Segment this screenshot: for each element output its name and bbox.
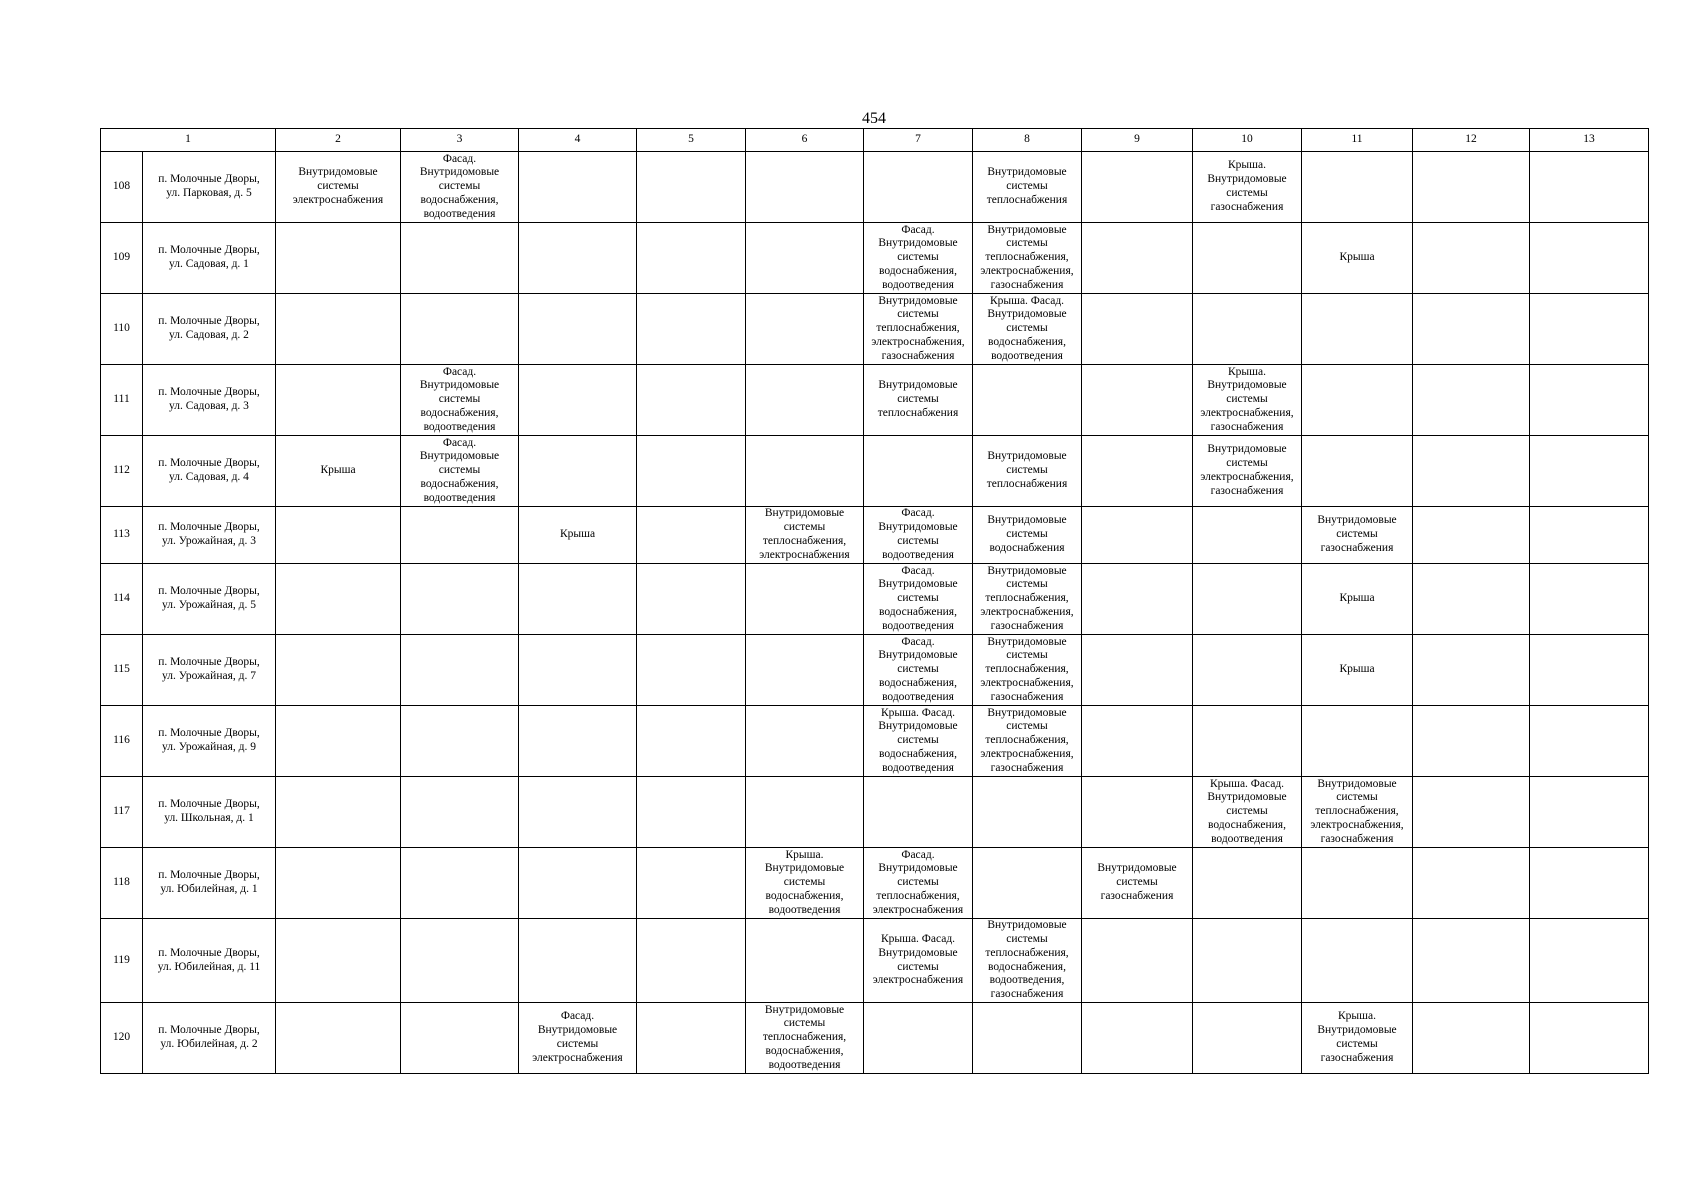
address-cell: п. Молочные Дворы, ул. Садовая, д. 3 bbox=[143, 365, 276, 436]
work-cell-col-12 bbox=[1413, 848, 1530, 919]
work-cell-col-12 bbox=[1413, 223, 1530, 294]
work-cell-col-3 bbox=[401, 919, 519, 1003]
work-cell-col-2 bbox=[276, 507, 401, 564]
work-cell-col-5 bbox=[637, 919, 746, 1003]
column-header-13: 13 bbox=[1530, 129, 1649, 152]
work-cell-col-11: Крыша. Внутридомовые системы газоснабжения bbox=[1302, 1003, 1413, 1074]
work-cell-col-3 bbox=[401, 706, 519, 777]
work-cell-col-11: Крыша bbox=[1302, 564, 1413, 635]
work-cell-col-8: Внутридомовые системы теплоснабжения, водоснабжения, водоотведения, газоснабжения bbox=[973, 919, 1082, 1003]
work-cell-col-5 bbox=[637, 223, 746, 294]
work-cell-col-8: Внутридомовые системы теплоснабжения, электроснабжения, газоснабжения bbox=[973, 635, 1082, 706]
work-cell-col-5 bbox=[637, 294, 746, 365]
address-cell: п. Молочные Дворы, ул. Урожайная, д. 5 bbox=[143, 564, 276, 635]
work-cell-col-6 bbox=[746, 223, 864, 294]
work-cell-col-10: Крыша. Внутридомовые системы электроснабжения, газоснабжения bbox=[1193, 365, 1302, 436]
work-cell-col-2 bbox=[276, 294, 401, 365]
work-cell-col-6 bbox=[746, 919, 864, 1003]
work-cell-col-9 bbox=[1082, 777, 1193, 848]
address-cell: п. Молочные Дворы, ул. Урожайная, д. 7 bbox=[143, 635, 276, 706]
work-cell-col-2 bbox=[276, 1003, 401, 1074]
work-cell-col-9 bbox=[1082, 564, 1193, 635]
work-cell-col-9 bbox=[1082, 635, 1193, 706]
work-cell-col-6 bbox=[746, 564, 864, 635]
work-cell-col-6: Внутридомовые системы теплоснабжения, электроснабжения bbox=[746, 507, 864, 564]
header-row bbox=[101, 129, 1649, 152]
work-cell-col-6 bbox=[746, 294, 864, 365]
address-cell: п. Молочные Дворы, ул. Юбилейная, д. 2 bbox=[143, 1003, 276, 1074]
column-header-2: 2 bbox=[276, 129, 401, 152]
work-cell-col-7: Фасад. Внутридомовые системы теплоснабжения, электроснабжения bbox=[864, 848, 973, 919]
address-cell: п. Молочные Дворы, ул. Парковая, д. 5 bbox=[143, 152, 276, 223]
work-cell-col-2 bbox=[276, 564, 401, 635]
work-cell-col-11 bbox=[1302, 436, 1413, 507]
work-cell-col-6 bbox=[746, 635, 864, 706]
work-cell-col-6 bbox=[746, 706, 864, 777]
row-number: 118 bbox=[101, 848, 143, 919]
work-cell-col-13 bbox=[1530, 223, 1649, 294]
work-cell-col-2: Внутридомовые системы электроснабжения bbox=[276, 152, 401, 223]
address-cell: п. Молочные Дворы, ул. Садовая, д. 2 bbox=[143, 294, 276, 365]
work-cell-col-13 bbox=[1530, 507, 1649, 564]
work-cell-col-9 bbox=[1082, 436, 1193, 507]
work-cell-col-13 bbox=[1530, 436, 1649, 507]
work-cell-col-10: Крыша. Фасад. Внутридомовые системы водоснабжения, водоотведения bbox=[1193, 777, 1302, 848]
work-cell-col-8 bbox=[973, 848, 1082, 919]
work-cell-col-10 bbox=[1193, 706, 1302, 777]
work-cell-col-5 bbox=[637, 564, 746, 635]
table-row bbox=[101, 706, 1649, 777]
work-cell-col-13 bbox=[1530, 365, 1649, 436]
work-cell-col-3: Фасад. Внутридомовые системы водоснабжения, водоотведения bbox=[401, 365, 519, 436]
page-number: 454 bbox=[862, 110, 886, 127]
repair-schedule-table bbox=[100, 128, 1649, 1074]
work-cell-col-5 bbox=[637, 507, 746, 564]
column-header-8: 8 bbox=[973, 129, 1082, 152]
row-number: 120 bbox=[101, 1003, 143, 1074]
work-cell-col-4 bbox=[519, 706, 637, 777]
work-cell-col-7: Внутридомовые системы теплоснабжения bbox=[864, 365, 973, 436]
row-number: 116 bbox=[101, 706, 143, 777]
table-row bbox=[101, 436, 1649, 507]
column-header-7: 7 bbox=[864, 129, 973, 152]
work-cell-col-6: Крыша. Внутридомовые системы водоснабжения, водоотведения bbox=[746, 848, 864, 919]
work-cell-col-8 bbox=[973, 365, 1082, 436]
work-cell-col-7: Крыша. Фасад. Внутридомовые системы электроснабжения bbox=[864, 919, 973, 1003]
work-cell-col-10: Крыша. Внутридомовые системы газоснабжения bbox=[1193, 152, 1302, 223]
work-cell-col-10 bbox=[1193, 635, 1302, 706]
work-cell-col-12 bbox=[1413, 365, 1530, 436]
work-cell-col-13 bbox=[1530, 777, 1649, 848]
column-header-5: 5 bbox=[637, 129, 746, 152]
work-cell-col-13 bbox=[1530, 848, 1649, 919]
work-cell-col-2 bbox=[276, 635, 401, 706]
work-cell-col-6 bbox=[746, 152, 864, 223]
work-cell-col-11 bbox=[1302, 294, 1413, 365]
address-cell: п. Молочные Дворы, ул. Садовая, д. 1 bbox=[143, 223, 276, 294]
work-cell-col-12 bbox=[1413, 777, 1530, 848]
work-cell-col-4 bbox=[519, 635, 637, 706]
work-cell-col-12 bbox=[1413, 1003, 1530, 1074]
address-cell: п. Молочные Дворы, ул. Школьная, д. 1 bbox=[143, 777, 276, 848]
work-cell-col-4 bbox=[519, 152, 637, 223]
address-cell: п. Молочные Дворы, ул. Юбилейная, д. 11 bbox=[143, 919, 276, 1003]
work-cell-col-10 bbox=[1193, 564, 1302, 635]
work-cell-col-7 bbox=[864, 436, 973, 507]
work-cell-col-11: Внутридомовые системы газоснабжения bbox=[1302, 507, 1413, 564]
work-cell-col-2 bbox=[276, 848, 401, 919]
work-cell-col-4 bbox=[519, 848, 637, 919]
work-cell-col-13 bbox=[1530, 919, 1649, 1003]
work-cell-col-9 bbox=[1082, 507, 1193, 564]
work-cell-col-13 bbox=[1530, 564, 1649, 635]
address-cell: п. Молочные Дворы, ул. Садовая, д. 4 bbox=[143, 436, 276, 507]
work-cell-col-11: Крыша bbox=[1302, 223, 1413, 294]
work-cell-col-3 bbox=[401, 223, 519, 294]
work-cell-col-3 bbox=[401, 848, 519, 919]
work-cell-col-8: Внутридомовые системы теплоснабжения bbox=[973, 152, 1082, 223]
work-cell-col-4 bbox=[519, 919, 637, 1003]
work-cell-col-3 bbox=[401, 777, 519, 848]
work-cell-col-12 bbox=[1413, 635, 1530, 706]
column-header-11: 11 bbox=[1302, 129, 1413, 152]
work-cell-col-3 bbox=[401, 564, 519, 635]
work-cell-col-3 bbox=[401, 1003, 519, 1074]
work-cell-col-11 bbox=[1302, 706, 1413, 777]
column-header-6: 6 bbox=[746, 129, 864, 152]
work-cell-col-12 bbox=[1413, 564, 1530, 635]
address-cell: п. Молочные Дворы, ул. Урожайная, д. 9 bbox=[143, 706, 276, 777]
work-cell-col-9 bbox=[1082, 919, 1193, 1003]
work-cell-col-11 bbox=[1302, 848, 1413, 919]
work-cell-col-5 bbox=[637, 706, 746, 777]
work-cell-col-11: Внутридомовые системы теплоснабжения, электроснабжения, газоснабжения bbox=[1302, 777, 1413, 848]
row-number: 112 bbox=[101, 436, 143, 507]
work-cell-col-6 bbox=[746, 365, 864, 436]
work-cell-col-8: Крыша. Фасад. Внутридомовые системы водоснабжения, водоотведения bbox=[973, 294, 1082, 365]
row-number: 113 bbox=[101, 507, 143, 564]
work-cell-col-13 bbox=[1530, 152, 1649, 223]
work-cell-col-10 bbox=[1193, 848, 1302, 919]
work-cell-col-9 bbox=[1082, 706, 1193, 777]
column-header-10: 10 bbox=[1193, 129, 1302, 152]
work-cell-col-7: Внутридомовые системы теплоснабжения, электроснабжения, газоснабжения bbox=[864, 294, 973, 365]
column-header-4: 4 bbox=[519, 129, 637, 152]
work-cell-col-3 bbox=[401, 294, 519, 365]
column-header-9: 9 bbox=[1082, 129, 1193, 152]
work-cell-col-7: Фасад. Внутридомовые системы водоснабжения, водоотведения bbox=[864, 564, 973, 635]
work-cell-col-8: Внутридомовые системы водоснабжения bbox=[973, 507, 1082, 564]
work-cell-col-9 bbox=[1082, 152, 1193, 223]
work-cell-col-6: Внутридомовые системы теплоснабжения, водоснабжения, водоотведения bbox=[746, 1003, 864, 1074]
work-cell-col-5 bbox=[637, 365, 746, 436]
row-number: 119 bbox=[101, 919, 143, 1003]
work-cell-col-5 bbox=[637, 152, 746, 223]
row-number: 111 bbox=[101, 365, 143, 436]
work-cell-col-10 bbox=[1193, 1003, 1302, 1074]
work-cell-col-12 bbox=[1413, 436, 1530, 507]
work-cell-col-6 bbox=[746, 777, 864, 848]
table-row bbox=[101, 564, 1649, 635]
table-row bbox=[101, 777, 1649, 848]
work-cell-col-8: Внутридомовые системы теплоснабжения, электроснабжения, газоснабжения bbox=[973, 564, 1082, 635]
work-cell-col-12 bbox=[1413, 706, 1530, 777]
work-cell-col-7 bbox=[864, 152, 973, 223]
work-cell-col-13 bbox=[1530, 1003, 1649, 1074]
work-cell-col-5 bbox=[637, 436, 746, 507]
table-row bbox=[101, 294, 1649, 365]
work-cell-col-5 bbox=[637, 848, 746, 919]
work-cell-col-12 bbox=[1413, 919, 1530, 1003]
column-header-12: 12 bbox=[1413, 129, 1530, 152]
work-cell-col-9 bbox=[1082, 223, 1193, 294]
work-cell-col-9 bbox=[1082, 365, 1193, 436]
table-row bbox=[101, 365, 1649, 436]
work-cell-col-4 bbox=[519, 436, 637, 507]
work-cell-col-8: Внутридомовые системы теплоснабжения bbox=[973, 436, 1082, 507]
work-cell-col-10 bbox=[1193, 507, 1302, 564]
work-cell-col-12 bbox=[1413, 507, 1530, 564]
row-number: 115 bbox=[101, 635, 143, 706]
work-cell-col-5 bbox=[637, 1003, 746, 1074]
column-header-3: 3 bbox=[401, 129, 519, 152]
work-cell-col-4 bbox=[519, 365, 637, 436]
work-cell-col-7: Фасад. Внутридомовые системы водоснабжения, водоотведения bbox=[864, 223, 973, 294]
work-cell-col-4 bbox=[519, 564, 637, 635]
row-number: 108 bbox=[101, 152, 143, 223]
work-cell-col-7: Фасад. Внутридомовые системы водоснабжения, водоотведения bbox=[864, 635, 973, 706]
work-cell-col-7 bbox=[864, 777, 973, 848]
address-cell: п. Молочные Дворы, ул. Урожайная, д. 3 bbox=[143, 507, 276, 564]
table-row bbox=[101, 919, 1649, 1003]
work-cell-col-10 bbox=[1193, 223, 1302, 294]
row-number: 109 bbox=[101, 223, 143, 294]
work-cell-col-7: Фасад. Внутридомовые системы водоотведения bbox=[864, 507, 973, 564]
work-cell-col-2: Крыша bbox=[276, 436, 401, 507]
table-row bbox=[101, 635, 1649, 706]
work-cell-col-8: Внутридомовые системы теплоснабжения, электроснабжения, газоснабжения bbox=[973, 223, 1082, 294]
table-row bbox=[101, 507, 1649, 564]
work-cell-col-7 bbox=[864, 1003, 973, 1074]
work-cell-col-4: Крыша bbox=[519, 507, 637, 564]
work-cell-col-5 bbox=[637, 635, 746, 706]
work-cell-col-3: Фасад. Внутридомовые системы водоснабжения, водоотведения bbox=[401, 152, 519, 223]
work-cell-col-11 bbox=[1302, 365, 1413, 436]
work-cell-col-4 bbox=[519, 223, 637, 294]
work-cell-col-13 bbox=[1530, 635, 1649, 706]
table-row bbox=[101, 1003, 1649, 1074]
work-cell-col-3 bbox=[401, 507, 519, 564]
work-cell-col-5 bbox=[637, 777, 746, 848]
work-cell-col-12 bbox=[1413, 152, 1530, 223]
work-cell-col-2 bbox=[276, 223, 401, 294]
work-cell-col-7: Крыша. Фасад. Внутридомовые системы водоснабжения, водоотведения bbox=[864, 706, 973, 777]
table-row bbox=[101, 848, 1649, 919]
work-cell-col-9 bbox=[1082, 294, 1193, 365]
work-cell-col-8: Внутридомовые системы теплоснабжения, электроснабжения, газоснабжения bbox=[973, 706, 1082, 777]
work-cell-col-6 bbox=[746, 436, 864, 507]
work-cell-col-3: Фасад. Внутридомовые системы водоснабжения, водоотведения bbox=[401, 436, 519, 507]
work-cell-col-4: Фасад. Внутридомовые системы электроснабжения bbox=[519, 1003, 637, 1074]
address-cell: п. Молочные Дворы, ул. Юбилейная, д. 1 bbox=[143, 848, 276, 919]
work-cell-col-2 bbox=[276, 706, 401, 777]
work-cell-col-2 bbox=[276, 919, 401, 1003]
work-cell-col-2 bbox=[276, 365, 401, 436]
work-cell-col-3 bbox=[401, 635, 519, 706]
work-cell-col-2 bbox=[276, 777, 401, 848]
row-number: 117 bbox=[101, 777, 143, 848]
work-cell-col-11 bbox=[1302, 919, 1413, 1003]
work-cell-col-8 bbox=[973, 777, 1082, 848]
row-number: 114 bbox=[101, 564, 143, 635]
table-body bbox=[101, 152, 1649, 1074]
work-cell-col-11 bbox=[1302, 152, 1413, 223]
work-cell-col-12 bbox=[1413, 294, 1530, 365]
work-cell-col-10 bbox=[1193, 919, 1302, 1003]
work-cell-col-11: Крыша bbox=[1302, 635, 1413, 706]
work-cell-col-13 bbox=[1530, 706, 1649, 777]
work-cell-col-10 bbox=[1193, 294, 1302, 365]
column-header-1: 1 bbox=[101, 129, 276, 152]
work-cell-col-9: Внутридомовые системы газоснабжения bbox=[1082, 848, 1193, 919]
work-cell-col-10: Внутридомовые системы электроснабжения, газоснабжения bbox=[1193, 436, 1302, 507]
work-cell-col-13 bbox=[1530, 294, 1649, 365]
work-cell-col-9 bbox=[1082, 1003, 1193, 1074]
row-number: 110 bbox=[101, 294, 143, 365]
table-row bbox=[101, 223, 1649, 294]
table-row bbox=[101, 152, 1649, 223]
work-cell-col-4 bbox=[519, 777, 637, 848]
work-cell-col-4 bbox=[519, 294, 637, 365]
work-cell-col-8 bbox=[973, 1003, 1082, 1074]
